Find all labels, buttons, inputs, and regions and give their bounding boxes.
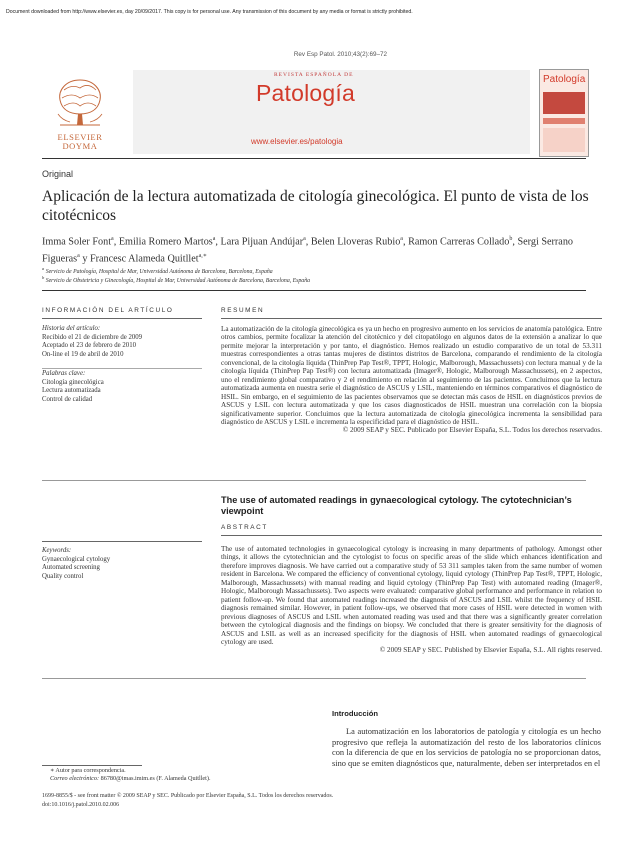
author-list: Imma Soler Font$^a$, Emilia Romero Martos$^a$, Lara Pijuan Andújar$^a$, Belen Lloveras Rubio$^a$, Ramon Carreras Collado$^b$, Sergi Serrano Figueras$^a$ y Francesc Alameda Quitllet$^{a,∗}$ [42, 236, 574, 265]
keywords-en [42, 547, 192, 581]
author-affiliation-mark: a [111, 236, 114, 242]
history-label: Historia del artículo: [42, 325, 101, 332]
keyword: Control de calidad [42, 395, 93, 403]
author-affiliation-mark: a [303, 236, 306, 242]
cover-title: Patología [543, 74, 586, 85]
section-label: Original [42, 169, 74, 179]
info-sub-rule [42, 368, 202, 369]
author-affiliation-mark: a [212, 236, 216, 242]
issn-line: 1699-8855/$ - see front matter © 2009 SEAP y SEC. Publicado por Elsevier España, S.L. Todos los derechos reservados. [42, 793, 334, 799]
author: Emilia Romero Martos [118, 236, 213, 248]
resumen-body [221, 325, 602, 435]
author: Sergi Serrano Figueras [42, 236, 574, 265]
article-info-header: INFORMACIÓN DEL ARTÍCULO [42, 307, 174, 314]
email-label: Correo electrónico: [50, 775, 100, 782]
keywords-es [42, 370, 192, 404]
affiliation-text: Servicio de Patología, Hospital de Mar, Universidad Autónoma de Barcelona, Barcelona, España [45, 268, 273, 275]
article-title: Aplicación de la lectura automatizada de citología ginecológica. El punto de vista de los citotécnicos [42, 188, 589, 224]
affiliation [42, 275, 310, 284]
article-history [42, 325, 192, 359]
history-received: Recibido el 21 de diciembre de 2009 [42, 333, 143, 341]
download-notice: Document downloaded from http://www.elsevier.es, day 20/09/2017. This copy is for personal use. Any transmission of this document by any media or format is strictly prohibited. [6, 9, 413, 15]
correspondence-email[interactable]: 86780@imas.imim.es (F. Alameda Quitllet). [100, 775, 211, 782]
affiliation-label: a [42, 266, 45, 271]
cover-band [543, 118, 585, 124]
keyword: Gynaecological cytology [42, 555, 111, 563]
doyma-name: DOYMA [62, 141, 98, 151]
section-divider [42, 480, 586, 481]
affiliation-text: Servicio de Obstetricia y Ginecología, Hospital de Mar, Universidad Autónoma de Barcelona, Barcelona, España [45, 277, 311, 284]
author: Francesc Alameda Quitllet [89, 253, 199, 265]
keywords-label: Keywords: [42, 547, 72, 554]
author: Belen Lloveras Rubio [310, 236, 401, 248]
cover-image [543, 92, 585, 114]
footnote-rule [42, 765, 142, 766]
affiliation-rule [42, 290, 586, 291]
journal-citation: Rev Esp Patol. 2010;43(2):69–72 [293, 51, 387, 58]
abstract-copyright: © 2009 SEAP y SEC. Published by Elsevier España, S.L. All rights reserved. [379, 646, 602, 655]
elsevier-logo [42, 70, 118, 152]
author-affiliation-mark: a,∗ [198, 253, 207, 260]
affiliation [42, 266, 273, 275]
abstract-body [221, 545, 602, 655]
journal-name: Patología [256, 80, 355, 106]
author: Lara Pijuan Andújar [220, 236, 304, 248]
author: Imma Soler Font [42, 236, 112, 248]
body-divider [42, 678, 586, 679]
resumen-text: La automatización de la citología ginecológica es ya un hecho en progresivo aumento en los servicios de anatomía patológica. Entre otros cambios, permite focalizar la atención del citotécnico y del citopatólogo en algunos datos de la extensión a analizar lo que permite mejorar la interpretación y por tanto, el diagnóstico. Hemos realizado un estudio comparativo de un total de 53.311 muestras correspondientes a otras tantas mujeres de distintos distritos de Barcelona, comparando el rendimiento de la citología convencional, de la citología líquida (ThinPrep Pap Test®, TPPT, Hologic, Malborough, Massachussets) con lectura manual y de la citología líquida (ThinPrep Pap Test®) con lectura automatizada (Imager®, Hologic, Malborough Massachussets), en 2 aspectos, uno el rendimiento global comparativo y 2 el rendimiento en relación al seguimiento de las pacientes. Concluimos que la lectura automatizada aumenta en nuestra serie el diagnóstico de ASCUS y LSIL, manteniendo en términos comparativos el diagnóstico de HSIL. Sin embargo, en el seguimiento de las pacientes observamos que se detectan más casos de HSIL en diagnósticos previos de ASCUS y LSIL con lectura automatizada y que los casos diagnosticados de HSIL muestran una correlación con la biopsia significativamente superior. Concluimos que la lectura automatizada de citología ginecológica incrementa la sensibilidad para diagnóstico de ASCUS y LSIL e incrementa la especificidad para el diagnóstico de HSIL. [221, 325, 602, 426]
resumen-header: RESUMEN [221, 307, 265, 314]
author: Ramon Carreras Collado [408, 236, 510, 248]
author-affiliation-mark: a [77, 253, 80, 260]
header-rule [42, 158, 586, 159]
correspondence-line: ∗ Autor para correspondencia. [50, 767, 126, 774]
keywords-en-rule [42, 541, 202, 542]
keywords-label: Palabras clave: [42, 370, 86, 377]
affiliation-label: b [42, 275, 45, 280]
abstract-text: The use of automated technologies in gynaecological cytology is increasing in many departments of pathology. Amongst other things, it allows the cytotechnician and the cytologist to focus on specific areas of the slide which enhances identification and therefore improves diagnosis. We have carried out a comparative study of 53 311 samples taken from the same number of women resident in Barcelona. We compared the efficiency of conventional cytology, liquid cytology (ThinPrep Pap Test®, TPPT, Hologic, Malborough, Massachussets) with manual reading and liquid cytology (ThinPrep Pap Test) with automated reading (Imager®, Hologic, Malborough Massachussets). Two aspects were evaluated: comparative global performance and performance in relation to patient follow-up. We found that automated readings increased the diagnosis of ASCUS and LSIL whilst the frequency of HSIL diagnosis remained similar. However, in patient follow-ups, we observed that more cases of HSIL were detected in women with previous diagnoses of ASCUS and LSIL when automated reading was used and that there was a significantly greater correlation between the cytological diagnosis and the findings on biopsy. We concluded that there is greater sensitivity for the diagnosis of ASCUS and LSIL as well as an increased specificity for the diagnosis of HSIL when automated readings of gynaecological cytology are used. [221, 545, 602, 646]
journal-cover [539, 69, 589, 157]
intro-paragraph: La automatización en los laboratorios de patología y citología es un hecho progresivo que refleja la automatización del resto de los laboratorios clínicos con la diferencia de que en los servicios de patología no se proporcionan datos, sino que se emiten diagnósticos que, naturalmente, deben ser interpretados en el [332, 727, 601, 768]
resumen-rule [221, 318, 602, 319]
english-title: The use of automated readings in gynaecological cytology. The cytotechnician’s viewpoint [221, 495, 572, 516]
journal-url[interactable]: www.elsevier.es/patologia [251, 137, 343, 146]
author-affiliation-mark: a [400, 236, 403, 242]
keyword: Quality control [42, 572, 84, 580]
info-rule [42, 318, 202, 319]
keyword: Citología ginecológica [42, 378, 104, 386]
keyword: Automated screening [42, 564, 100, 572]
abstract-rule [221, 535, 602, 536]
cover-text-block [543, 128, 585, 152]
author-affiliation-mark: b [509, 236, 513, 242]
history-online: On-line el 19 de abril de 2010 [42, 350, 124, 358]
doi-line[interactable]: doi:10.1016/j.patol.2010.02.006 [42, 802, 120, 808]
elsevier-name: ELSEVIER [57, 132, 103, 142]
journal-subtitle: REVISTA ESPAÑOLA DE [274, 72, 354, 78]
correspondence-note [42, 767, 211, 783]
elsevier-tree-icon [52, 70, 108, 128]
keyword: Lectura automatizada [42, 387, 101, 395]
history-accepted: Aceptado el 23 de febrero de 2010 [42, 342, 136, 350]
intro-heading: Introducción [332, 709, 378, 718]
abstract-header: ABSTRACT [221, 524, 268, 531]
resumen-copyright: © 2009 SEAP y SEC. Publicado por Elsevier España, S.L. Todos los derechos reservados. [342, 426, 602, 435]
